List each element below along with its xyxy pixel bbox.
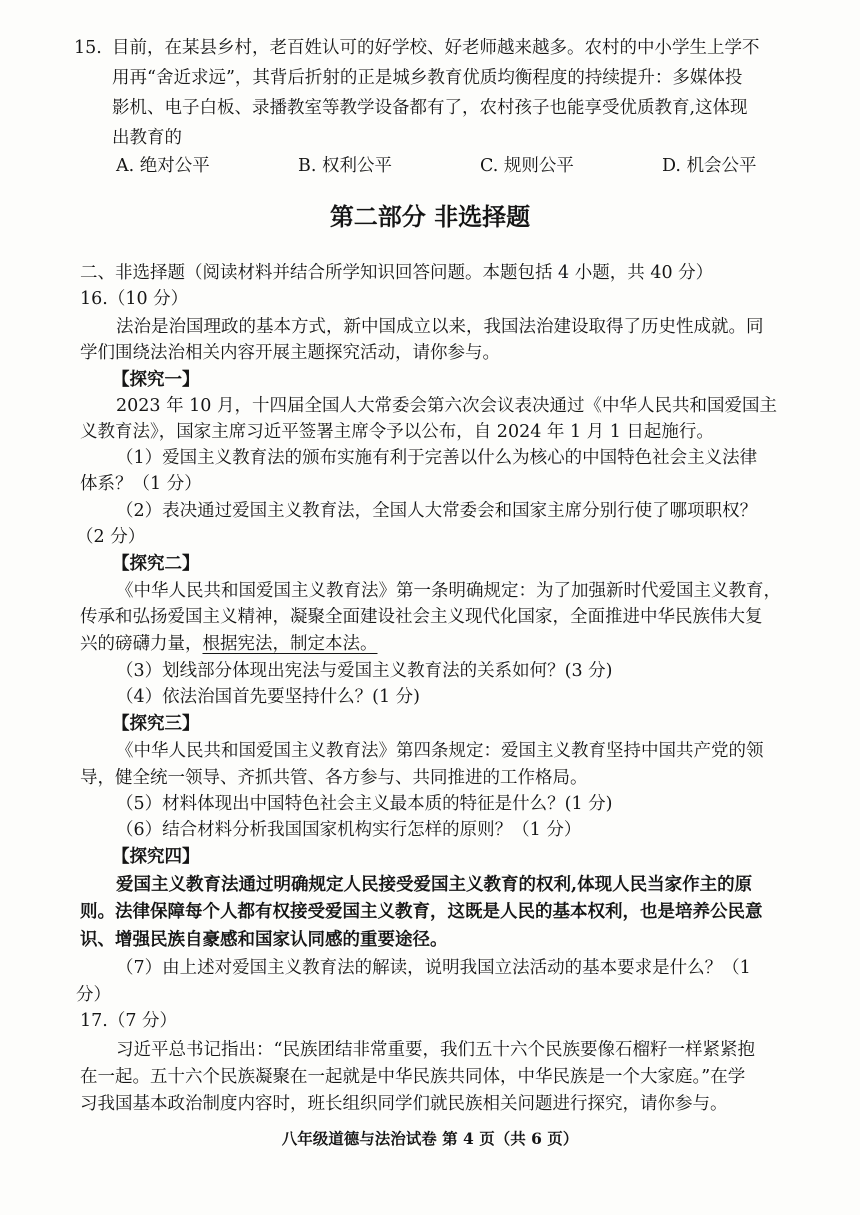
q17-line-2: 在一起。五十六个民族凝聚在一起就是中华民族共同体，中华民族是一个大家庭。”在学 <box>80 1067 746 1087</box>
inquiry-4-material-2: 则。法律保障每个人都有权接受爱国主义教育，这既是人民的基本权利，也是培养公民意 <box>80 902 763 922</box>
q15-line-4: 出教育的 <box>112 128 182 148</box>
sub-question-1-line-2: 体系？（1 分） <box>80 474 202 494</box>
q16-intro-1: 法治是治国理政的基本方式，新中国成立以来，我国法治建设取得了历史性成就。同 <box>116 317 764 337</box>
q15-option-c <box>480 155 574 177</box>
inquiry-2-title: 【探究二】 <box>112 554 200 574</box>
inquiry-4-material-3: 识、增强民族自豪感和国家认同感的重要途径。 <box>80 930 448 950</box>
q17-line-1: 习近平总书记指出：“民族团结非常重要，我们五十六个民族要像石榴籽一样紧紧抱 <box>116 1040 755 1060</box>
sub-question-3: （3）划线部分体现出宪法与爱国主义教育法的关系如何？(3 分) <box>116 661 613 681</box>
q15-option-d <box>662 155 757 177</box>
q15-option-a <box>116 155 210 177</box>
section-title: 二、非选择题（阅读材料并结合所学知识回答问题。本题包括 4 小题，共 40 分） <box>80 263 714 283</box>
page-footer: 八年级道德与法治试卷 第 4 页（共 6 页） <box>281 1129 579 1148</box>
underlined-text: 根据宪法，制定本法。 <box>202 634 378 654</box>
option-text: 规则公平 <box>503 156 574 176</box>
option-letter: B. <box>298 156 317 176</box>
inquiry-2-material-1: 《中华人民共和国爱国主义教育法》第一条明确规定：为了加强新时代爱国主义教育， <box>116 581 781 601</box>
option-text: 权利公平 <box>322 156 393 176</box>
q15-line-1: 目前，在某县乡村，老百姓认可的好学校、好老师越来越多。农村的中小学生上学不 <box>112 38 760 58</box>
inquiry-1-material-2: 义教育法》，国家主席习近平签署主席令予以公布，自 2024 年 1 月 1 日起施行。 <box>80 422 714 442</box>
option-text: 机会公平 <box>686 156 757 176</box>
inquiry-2-material-2: 传承和弘扬爱国主义精神，凝聚全面建设社会主义现代化国家，全面推进中华民族伟大复 <box>80 607 763 627</box>
inquiry-1-title: 【探究一】 <box>112 370 200 390</box>
sub-question-7-line-1: （7）由上述对爱国主义教育法的解读，说明我国立法活动的基本要求是什么？（1 <box>116 958 751 978</box>
q15-line-3: 影机、电子白板、录播教室等教学设备都有了，农村孩子也能享受优质教育,这体现 <box>112 98 748 118</box>
q16-intro-2: 学们围绕法治相关内容开展主题探究活动，请你参与。 <box>80 343 500 363</box>
part-heading: 第二部分 非选择题 <box>329 202 531 231</box>
material-plain-text: 兴的磅礴力量， <box>80 634 203 654</box>
inquiry-2-material-3 <box>80 633 378 655</box>
sub-question-2-line-1: （2）表决通过爱国主义教育法，全国人大常委会和国家主席分别行使了哪项职权？ <box>116 501 758 521</box>
inquiry-1-material-1: 2023 年 10 月，十四届全国人大常委会第六次会议表决通过《中华人民共和国爱国主 <box>116 396 777 416</box>
inquiry-3-title: 【探究三】 <box>112 714 200 734</box>
sub-question-7-line-2: 分） <box>76 985 111 1005</box>
sub-question-2-line-2: （2 分） <box>76 527 146 547</box>
q16-header: 16.（10 分） <box>80 289 189 309</box>
inquiry-4-material-1: 爱国主义教育法通过明确规定人民接受爱国主义教育的权利,体现人民当家作主的原 <box>116 875 753 895</box>
inquiry-4-title: 【探究四】 <box>112 847 200 867</box>
inquiry-3-material-2: 导，健全统一领导、齐抓共管、各方参与、共同推进的工作格局。 <box>80 768 588 788</box>
sub-question-4: （4）依法治国首先要坚持什么？(1 分) <box>116 687 420 707</box>
sub-question-6: （6）结合材料分析我国国家机构实行怎样的原则？（1 分） <box>116 820 582 840</box>
sub-question-5: （5）材料体现出中国特色社会主义最本质的特征是什么？(1 分) <box>116 794 613 814</box>
sub-question-1-line-1: （1）爱国主义教育法的颁布实施有利于完善以什么为核心的中国特色社会主义法律 <box>116 448 758 468</box>
q17-line-3: 习我国基本政治制度内容时，班长组织同学们就民族相关问题进行探究，请你参与。 <box>80 1094 728 1114</box>
q15-option-b <box>298 155 392 177</box>
q15-line-2: 用再“舍近求远”，其背后折射的正是城乡教育优质均衡程度的持续提升：多媒体投 <box>112 68 743 88</box>
q17-header: 17.（7 分） <box>80 1011 178 1031</box>
q15-number: 15. <box>74 38 102 58</box>
option-text: 绝对公平 <box>139 156 210 176</box>
inquiry-3-material-1: 《中华人民共和国爱国主义教育法》第四条规定：爱国主义教育坚持中国共产党的领 <box>116 741 764 761</box>
option-letter: D. <box>662 156 681 176</box>
option-letter: A. <box>116 156 135 176</box>
option-letter: C. <box>480 156 499 176</box>
